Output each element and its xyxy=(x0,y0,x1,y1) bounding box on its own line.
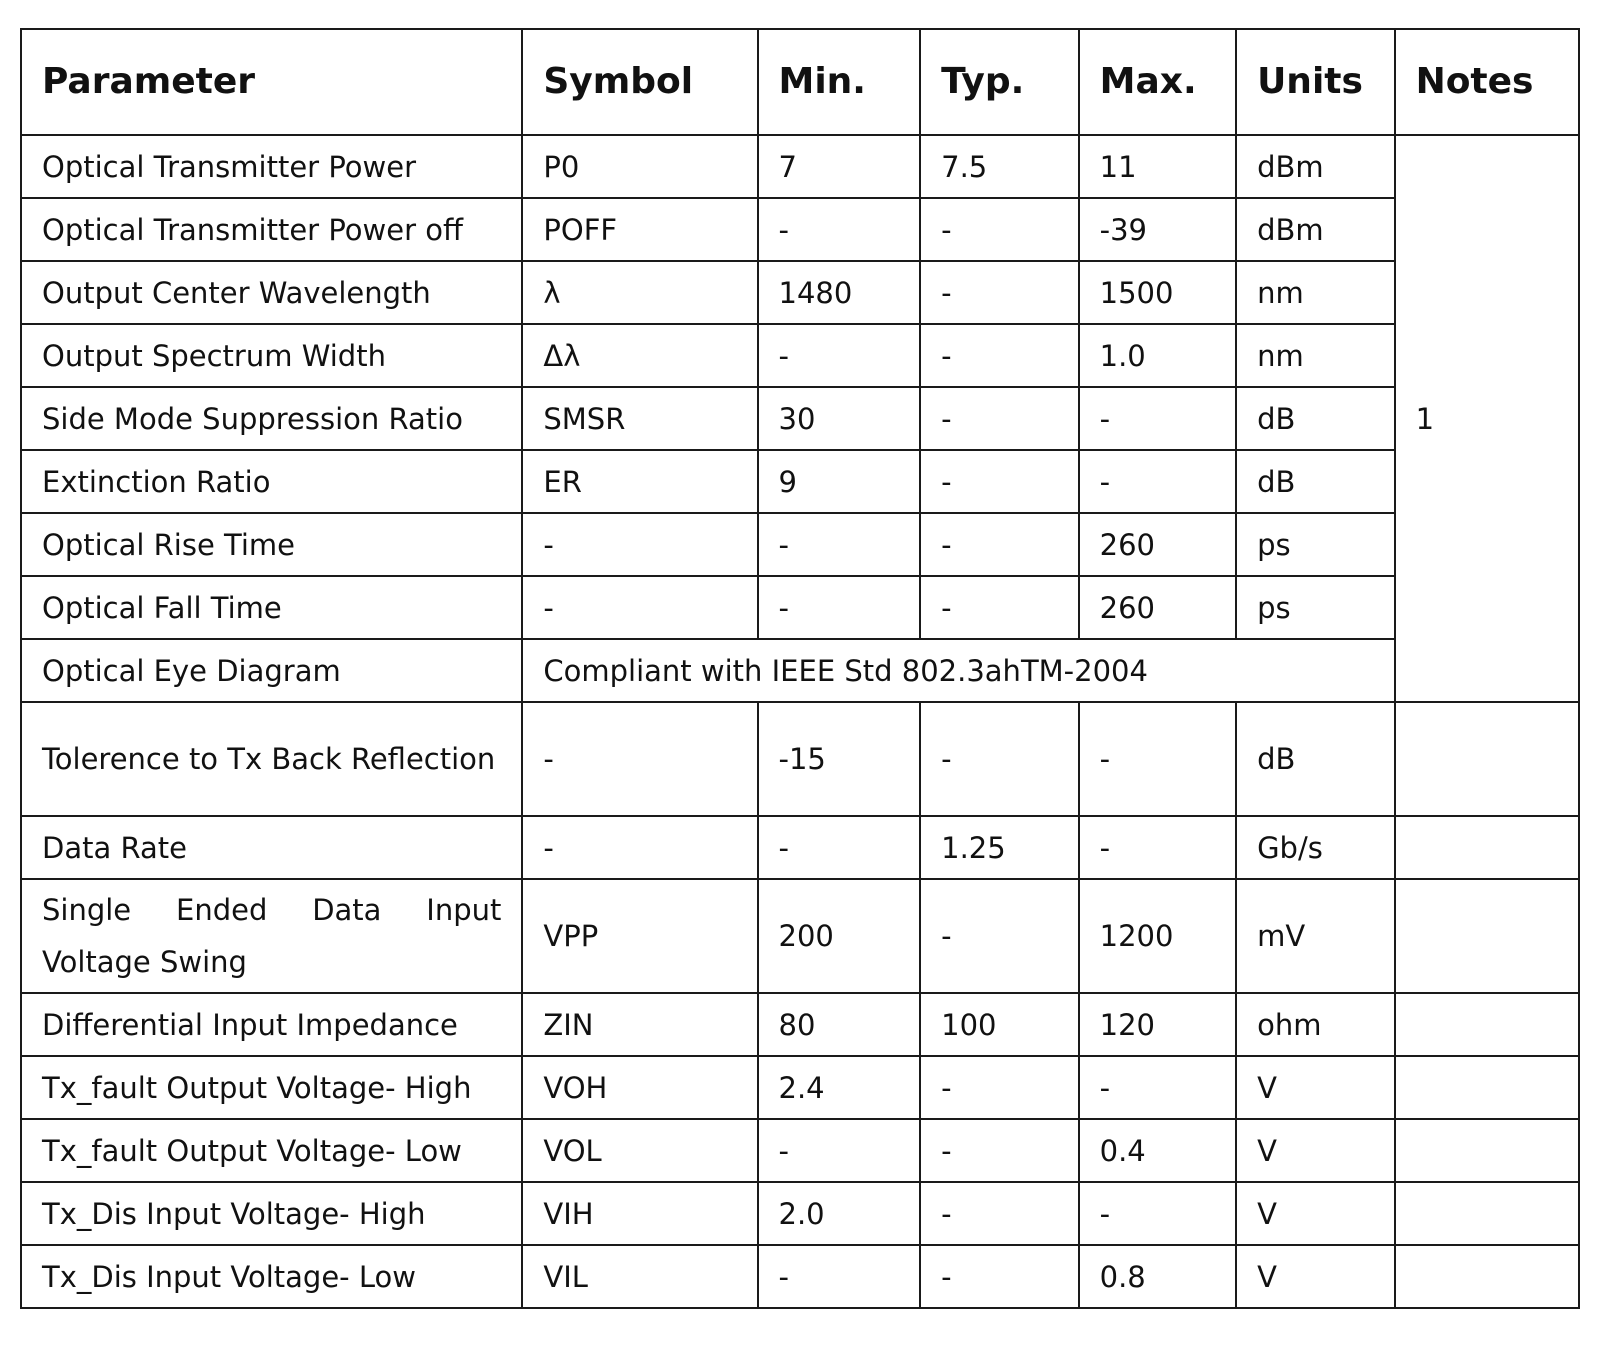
typ-cell: - xyxy=(920,198,1078,261)
table-row xyxy=(21,576,1579,639)
parameter-cell: Optical Eye Diagram xyxy=(21,639,522,702)
typ-cell: - xyxy=(920,1119,1078,1182)
max-cell: - xyxy=(1079,387,1236,450)
table-row xyxy=(21,261,1579,324)
symbol-cell: VPP xyxy=(522,879,757,993)
symbol-cell: VOL xyxy=(522,1119,757,1182)
typ-cell: 1.25 xyxy=(920,816,1078,879)
max-cell: -39 xyxy=(1079,198,1236,261)
header-max: Max. xyxy=(1079,29,1236,135)
units-cell: mV xyxy=(1236,879,1394,993)
units-cell: ps xyxy=(1236,576,1394,639)
min-cell: - xyxy=(758,198,921,261)
symbol-cell: - xyxy=(522,576,757,639)
header-symbol: Symbol xyxy=(522,29,757,135)
parameter-cell: Optical Fall Time xyxy=(21,576,522,639)
max-cell: 1200 xyxy=(1079,879,1236,993)
header-units: Units xyxy=(1236,29,1394,135)
max-cell: 0.4 xyxy=(1079,1119,1236,1182)
max-cell: 120 xyxy=(1079,993,1236,1056)
parameter-cell: Optical Transmitter Power xyxy=(21,135,522,198)
max-cell: - xyxy=(1079,702,1236,816)
max-cell: - xyxy=(1079,1182,1236,1245)
notes-cell xyxy=(1395,879,1579,993)
symbol-cell: Δλ xyxy=(522,324,757,387)
header-min: Min. xyxy=(758,29,921,135)
min-cell: 2.0 xyxy=(758,1182,921,1245)
min-cell: 7 xyxy=(758,135,921,198)
notes-cell xyxy=(1395,1119,1579,1182)
units-cell: dBm xyxy=(1236,198,1394,261)
typ-cell: - xyxy=(920,1245,1078,1308)
units-cell: nm xyxy=(1236,261,1394,324)
table-row xyxy=(21,513,1579,576)
table-row xyxy=(21,324,1579,387)
parameter-cell: Output Spectrum Width xyxy=(21,324,522,387)
typ-cell: - xyxy=(920,1056,1078,1119)
typ-cell: 100 xyxy=(920,993,1078,1056)
symbol-cell: ER xyxy=(522,450,757,513)
header-parameter: Parameter xyxy=(21,29,522,135)
notes-merged-cell: 1 xyxy=(1395,135,1579,702)
table-row xyxy=(21,1119,1579,1182)
parameter-cell: Tolerence to Tx Back Reflection xyxy=(21,702,522,816)
typ-cell: 7.5 xyxy=(920,135,1078,198)
table-row xyxy=(21,1182,1579,1245)
max-cell: - xyxy=(1079,450,1236,513)
min-cell: -15 xyxy=(758,702,921,816)
min-cell: 2.4 xyxy=(758,1056,921,1119)
table-row xyxy=(21,135,1579,198)
symbol-cell: P0 xyxy=(522,135,757,198)
parameter-cell: Tx_Dis Input Voltage- Low xyxy=(21,1245,522,1308)
min-cell: - xyxy=(758,576,921,639)
table-row xyxy=(21,639,1579,702)
table-row xyxy=(21,1245,1579,1308)
typ-cell: - xyxy=(920,1182,1078,1245)
symbol-cell: ZIN xyxy=(522,993,757,1056)
table-row xyxy=(21,993,1579,1056)
min-cell: - xyxy=(758,324,921,387)
typ-cell: - xyxy=(920,387,1078,450)
symbol-cell: - xyxy=(522,702,757,816)
parameter-cell: Data Rate xyxy=(21,816,522,879)
typ-cell: - xyxy=(920,576,1078,639)
min-cell: 1480 xyxy=(758,261,921,324)
units-cell: V xyxy=(1236,1119,1394,1182)
table-row xyxy=(21,1056,1579,1119)
min-cell: 30 xyxy=(758,387,921,450)
max-cell: 11 xyxy=(1079,135,1236,198)
parameter-cell: Optical Rise Time xyxy=(21,513,522,576)
notes-cell xyxy=(1395,1056,1579,1119)
symbol-cell: VIH xyxy=(522,1182,757,1245)
parameter-cell: Tx_Dis Input Voltage- High xyxy=(21,1182,522,1245)
max-cell: 1.0 xyxy=(1079,324,1236,387)
min-cell: - xyxy=(758,816,921,879)
parameter-cell: Tx_fault Output Voltage- High xyxy=(21,1056,522,1119)
symbol-cell: VIL xyxy=(522,1245,757,1308)
header-notes: Notes xyxy=(1395,29,1579,135)
typ-cell: - xyxy=(920,261,1078,324)
units-cell: dB xyxy=(1236,702,1394,816)
units-cell: dBm xyxy=(1236,135,1394,198)
header-row xyxy=(21,29,1579,135)
parameter-cell: Single Ended Data Input Voltage Swing xyxy=(21,879,522,993)
parameter-cell: Optical Transmitter Power off xyxy=(21,198,522,261)
units-cell: V xyxy=(1236,1245,1394,1308)
notes-cell xyxy=(1395,1182,1579,1245)
parameter-cell: Extinction Ratio xyxy=(21,450,522,513)
notes-cell xyxy=(1395,816,1579,879)
notes-cell xyxy=(1395,993,1579,1056)
symbol-cell: POFF xyxy=(522,198,757,261)
typ-cell: - xyxy=(920,324,1078,387)
notes-cell xyxy=(1395,1245,1579,1308)
parameter-cell: Differential Input Impedance xyxy=(21,993,522,1056)
min-cell: - xyxy=(758,513,921,576)
max-cell: - xyxy=(1079,816,1236,879)
symbol-cell: - xyxy=(522,816,757,879)
eye-diagram-merged-cell: Compliant with IEEE Std 802.3ahTM-2004 xyxy=(522,639,1394,702)
symbol-cell: λ xyxy=(522,261,757,324)
units-cell: V xyxy=(1236,1182,1394,1245)
max-cell: 1500 xyxy=(1079,261,1236,324)
max-cell: - xyxy=(1079,1056,1236,1119)
parameter-cell: Tx_fault Output Voltage- Low xyxy=(21,1119,522,1182)
min-cell: 200 xyxy=(758,879,921,993)
symbol-cell: - xyxy=(522,513,757,576)
table-row xyxy=(21,450,1579,513)
min-cell: - xyxy=(758,1245,921,1308)
units-cell: ohm xyxy=(1236,993,1394,1056)
typ-cell: - xyxy=(920,513,1078,576)
units-cell: ps xyxy=(1236,513,1394,576)
table-row xyxy=(21,198,1579,261)
parameter-cell: Side Mode Suppression Ratio xyxy=(21,387,522,450)
units-cell: Gb/s xyxy=(1236,816,1394,879)
header-typ: Typ. xyxy=(920,29,1078,135)
units-cell: V xyxy=(1236,1056,1394,1119)
max-cell: 260 xyxy=(1079,576,1236,639)
min-cell: 9 xyxy=(758,450,921,513)
typ-cell: - xyxy=(920,879,1078,993)
min-cell: - xyxy=(758,1119,921,1182)
parameter-cell: Output Center Wavelength xyxy=(21,261,522,324)
spec-table xyxy=(20,28,1580,1309)
units-cell: dB xyxy=(1236,387,1394,450)
notes-cell xyxy=(1395,702,1579,816)
table-row xyxy=(21,816,1579,879)
max-cell: 260 xyxy=(1079,513,1236,576)
max-cell: 0.8 xyxy=(1079,1245,1236,1308)
table-row xyxy=(21,702,1579,816)
units-cell: dB xyxy=(1236,450,1394,513)
units-cell: nm xyxy=(1236,324,1394,387)
table-row xyxy=(21,879,1579,993)
min-cell: 80 xyxy=(758,993,921,1056)
typ-cell: - xyxy=(920,702,1078,816)
symbol-cell: SMSR xyxy=(522,387,757,450)
typ-cell: - xyxy=(920,450,1078,513)
table-row xyxy=(21,387,1579,450)
symbol-cell: VOH xyxy=(522,1056,757,1119)
